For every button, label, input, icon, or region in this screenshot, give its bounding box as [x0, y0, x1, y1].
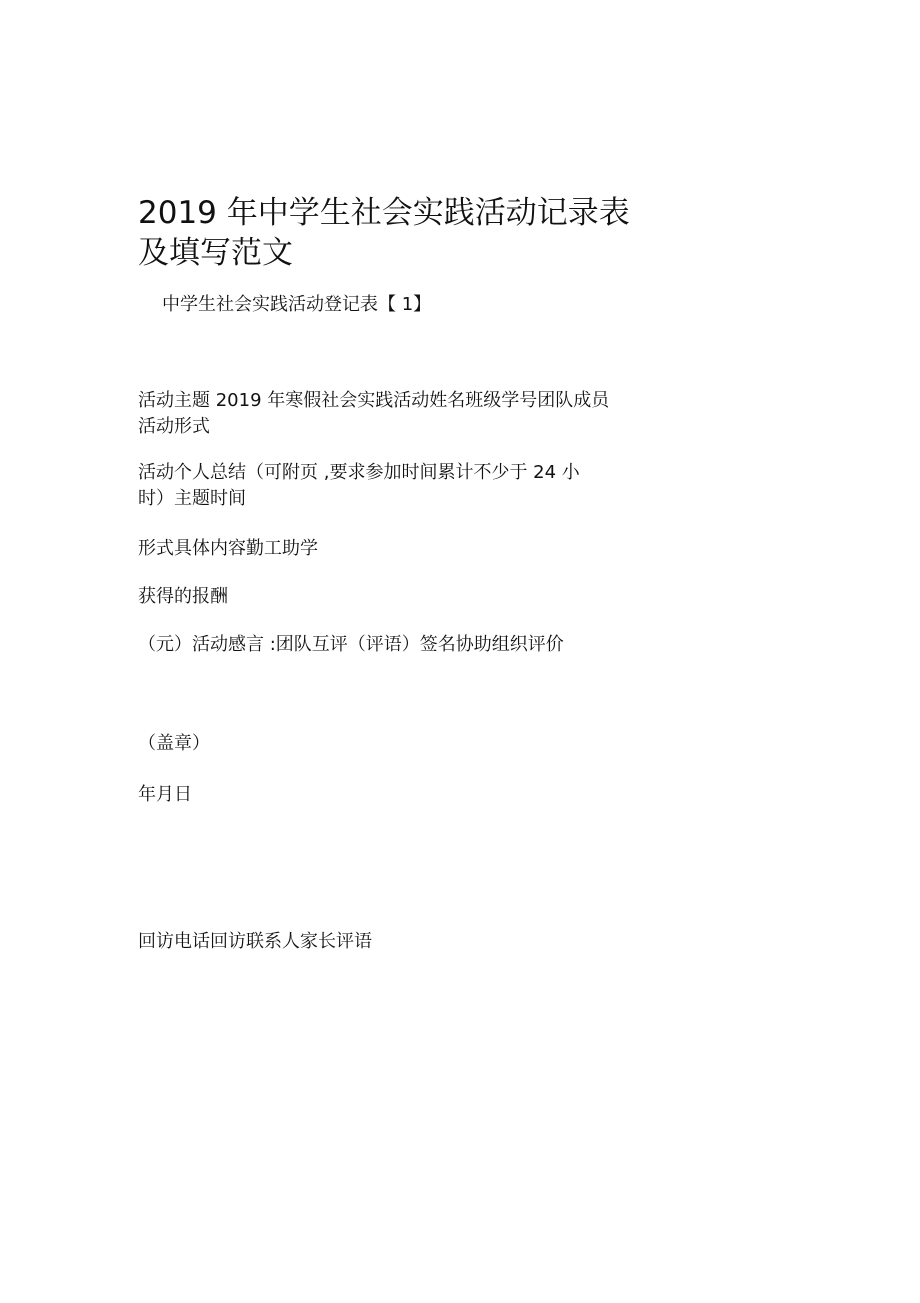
document-title-line-2: 及填写范文 [138, 235, 293, 271]
follow-up-line: 回访电话回访联系人家长评语 [138, 931, 372, 952]
activity-theme-paragraph [138, 388, 609, 440]
document-title-line-1: 2019 年中学生社会实践活动记录表 [138, 195, 630, 231]
personal-summary-line-1: 活动个人总结（可附页 ,要求参加时间累计不少于 24 小 [138, 462, 580, 483]
form-subtitle: 中学生社会实践活动登记表【 1】 [162, 294, 432, 315]
personal-summary-paragraph [138, 460, 580, 512]
activity-theme-line-1: 活动主题 2019 年寒假社会实践活动姓名班级学号团队成员 [138, 390, 610, 411]
seal-line: （盖章） [138, 733, 210, 754]
document-title [138, 193, 698, 273]
reward-line: 获得的报酬 [138, 586, 228, 607]
activity-theme-line-2: 活动形式 [138, 416, 210, 437]
form-content-line: 形式具体内容勤工助学 [138, 538, 318, 559]
date-line: 年月日 [138, 784, 192, 805]
reflection-line: （元）活动感言 :团队互评（评语）签名协助组织评价 [138, 634, 564, 655]
personal-summary-line-2: 时）主题时间 [138, 488, 246, 509]
